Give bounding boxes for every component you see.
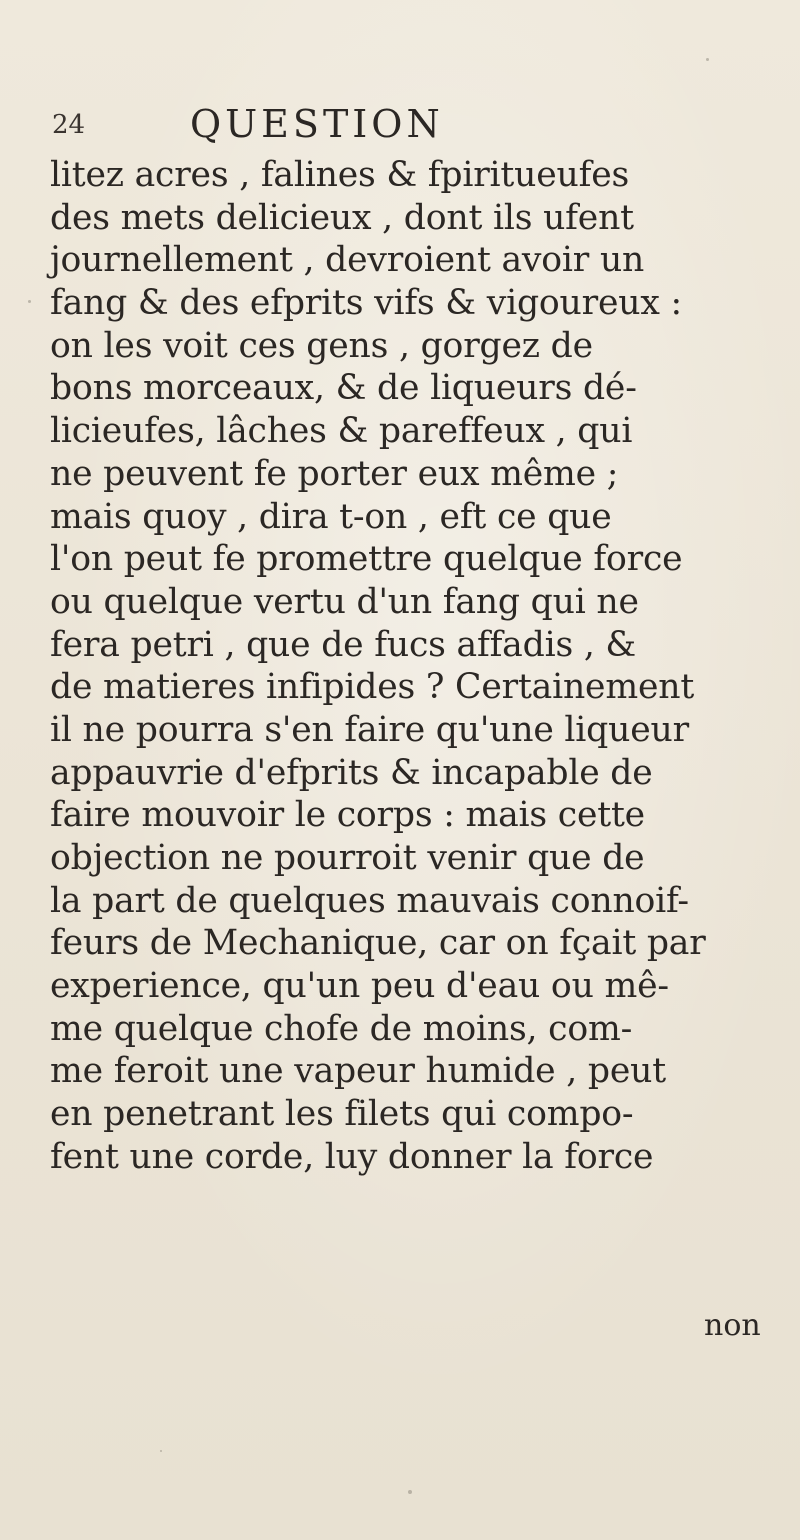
text-line: objection ne pourroit venir que de (50, 838, 645, 878)
text-line: me feroit une vapeur humide , peut (50, 1051, 666, 1092)
text-line: fent une corde, luy donner la force (50, 1136, 654, 1177)
text-line: litez acres , falines & fpiritueufes (50, 155, 630, 195)
text-line: bons morceaux, & de liqueurs dé- (50, 368, 637, 409)
text-line: fera petri , que de fucs affadis , & (50, 624, 637, 665)
text-line: me quelque chofe de moins, com- (50, 1008, 633, 1049)
text-line: fang & des efprits vifs & vigoureux : (50, 283, 682, 324)
text-line: faire mouvoir le corps : mais cette (50, 795, 645, 836)
text-line: journellement , devroient avoir un (50, 240, 645, 281)
paper-speck (28, 300, 31, 303)
text-line: ou quelque vertu d'un fang qui ne (50, 581, 639, 622)
catchword: non (704, 1308, 761, 1343)
text-line: mais quoy , dira t-on , eft ce que (50, 496, 612, 537)
paper-speck (408, 1490, 412, 1494)
text-line: la part de quelques mauvais connoif- (50, 880, 689, 921)
text-line: licieufes, lâches & pareffeux , qui (50, 411, 633, 452)
running-title: QUESTION (190, 102, 444, 146)
text-line: l'on peut fe promettre quelque force (50, 539, 683, 580)
text-line: on les voit ces gens , gorgez de (50, 325, 593, 366)
text-line: feurs de Mechanique, car on fçait par (50, 923, 706, 964)
text-line: ne peuvent fe porter eux même ; (50, 453, 619, 494)
text-line: en penetrant les filets qui compo- (50, 1094, 634, 1135)
text-line: appauvrie d'efprits & incapable de (50, 752, 653, 793)
paper-speck (706, 58, 709, 61)
body-text (50, 154, 770, 1179)
text-line: il ne pourra s'en faire qu'une liqueur (50, 709, 689, 750)
paper-speck (160, 1450, 162, 1452)
page-header (52, 102, 752, 150)
text-line: experience, qu'un peu d'eau ou mê- (50, 966, 669, 1007)
text-line: de matieres infipides ? Certainement (50, 667, 695, 708)
text-line: des mets delicieux , dont ils ufent (50, 197, 634, 238)
page-number: 24 (52, 110, 86, 140)
